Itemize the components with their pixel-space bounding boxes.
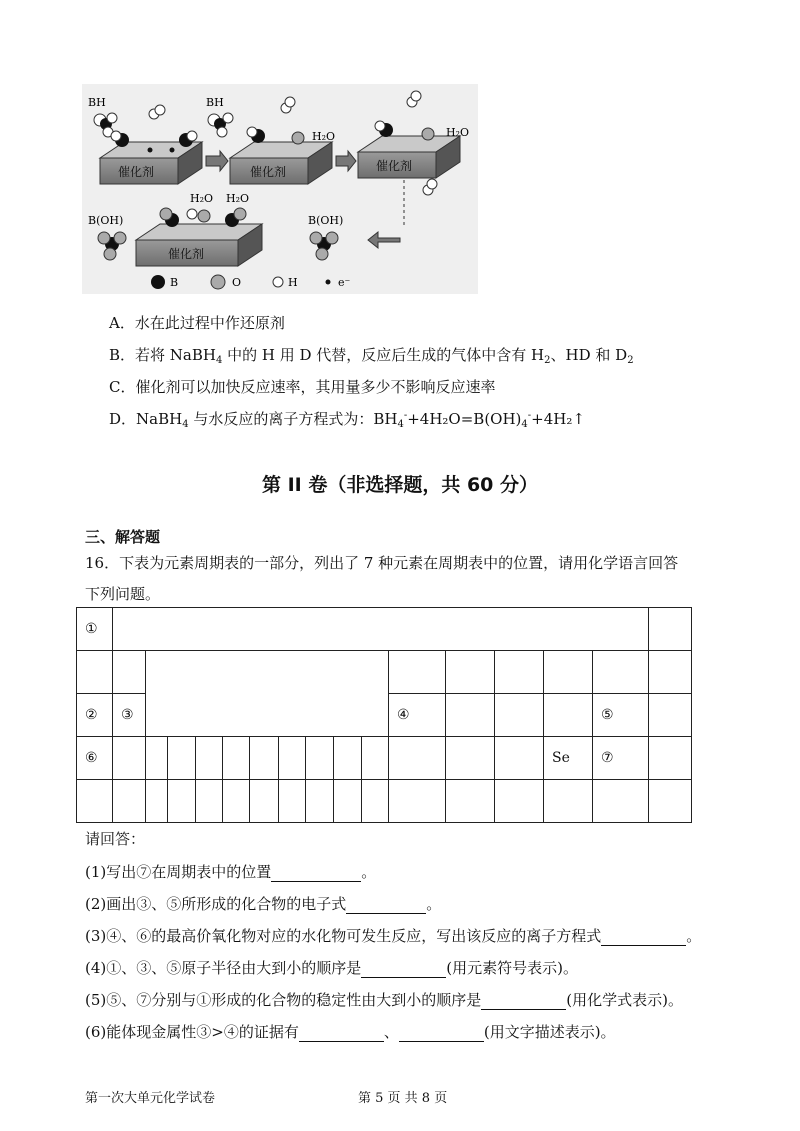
- catalyst-label-3: 催化剂: [376, 159, 413, 173]
- boh4-label-right: B(OH): [308, 214, 344, 227]
- diagram-legend: [151, 275, 351, 289]
- cell-element-5: ⑤: [593, 694, 649, 737]
- answer-blank[interactable]: [271, 863, 361, 882]
- cell-element-4: ④: [389, 694, 446, 737]
- cell-selenium: Se: [544, 737, 593, 780]
- option-a: A．水在此过程中作还原剂: [109, 314, 285, 332]
- table-row: [77, 651, 692, 694]
- periodic-table: [76, 607, 692, 823]
- catalyst-block-4: [136, 224, 262, 266]
- adsorbed-molecules-4: [160, 192, 249, 227]
- legend-b: B: [170, 276, 179, 289]
- table-row: [77, 737, 692, 780]
- arrow-left: [368, 232, 400, 248]
- question-16-line-2: 下列问题。: [85, 585, 161, 603]
- bh4-label-left: BH: [88, 96, 106, 109]
- sub-question-1: (1)写出⑦在周期表中的位置 。: [85, 863, 377, 881]
- h2o-label-2: H₂O: [446, 126, 470, 139]
- cell-element-3: ③: [113, 694, 146, 737]
- cell-element-1: ①: [77, 608, 113, 651]
- sub-question-4: (4)①、③、⑤原子半径由大到小的顺序是 (用元素符号表示)。: [85, 959, 578, 977]
- sub-question-2: (2)画出③、⑤所形成的化合物的电子式 。: [85, 895, 442, 913]
- legend-e: e⁻: [338, 276, 351, 289]
- adsorbed-molecules-2: [247, 97, 335, 144]
- catalyst-label-1: 催化剂: [118, 165, 155, 179]
- sub-question-5: (5)⑤、⑦分别与①形成的化合物的稳定性由大到小的顺序是 (用化学式表示)。: [85, 991, 683, 1009]
- bh4-label-right: BH: [206, 96, 224, 109]
- legend-h: H: [288, 276, 298, 289]
- answer-blank[interactable]: [361, 959, 446, 978]
- option-b: B．若将 NaBH$_4$ 中的 H 用 D 代替，反应后生成的气体中含有 $H_2$、HD 和 $D_2$: [109, 346, 634, 366]
- footer-title: 第一次大单元化学试卷: [85, 1091, 216, 1106]
- cell-element-7: ⑦: [593, 737, 649, 780]
- boh4-molecule-left: [88, 214, 126, 260]
- answer-blank[interactable]: [601, 927, 686, 946]
- catalyst-label-4: 催化剂: [168, 247, 205, 261]
- mechanism-svg: [82, 84, 478, 294]
- answer-blank[interactable]: [346, 895, 426, 914]
- arrow-right-2: [336, 151, 356, 171]
- section-heading: 三、解答题: [85, 528, 161, 546]
- answer-blank[interactable]: [399, 1023, 484, 1042]
- cell-element-6: ⑥: [77, 737, 113, 780]
- question-16-line-1: 16．下表为元素周期表的一部分，列出了 7 种元素在周期表中的位置，请用化学语言回答: [85, 554, 679, 572]
- option-c: C．催化剂可以加快反应速率，其用量多少不影响反应速率: [109, 378, 496, 396]
- legend-o: O: [232, 276, 242, 289]
- bh4-molecule-right: [206, 96, 233, 137]
- table-row: [77, 608, 692, 651]
- boh4-label-left: B(OH): [88, 214, 124, 227]
- h2o-label-3: H₂O: [190, 192, 214, 205]
- answer-prompt: 请回答：: [85, 830, 146, 848]
- answer-blank[interactable]: [299, 1023, 384, 1042]
- h2o-label-1: H₂O: [312, 130, 336, 143]
- answer-blank[interactable]: [481, 991, 566, 1010]
- reaction-mechanism-diagram: [82, 84, 478, 294]
- catalyst-block-3: [358, 136, 460, 178]
- option-d: D．NaBH$_4$ 与水反应的离子方程式为：$BH_4^-+4H_2O=B(OH)_4^-+4H_2↑$: [109, 410, 585, 430]
- bh4-molecule-left: [88, 96, 117, 137]
- catalyst-block-2: [230, 142, 332, 184]
- sub-question-6: (6)能体现金属性③>④的证据有 、 (用文字描述表示)。: [85, 1023, 616, 1041]
- catalyst-label-2: 催化剂: [250, 165, 287, 179]
- arrow-right-1: [206, 151, 228, 171]
- page-number: 第 5 页 共 8 页: [358, 1091, 448, 1106]
- sub-question-3: (3)④、⑥的最高价氧化物对应的水化物可发生反应，写出该反应的离子方程式 。: [85, 927, 702, 945]
- table-row: [77, 780, 692, 823]
- cell-element-2: ②: [77, 694, 113, 737]
- boh4-molecule-right: [308, 214, 343, 260]
- section-title: 第 II 卷（非选择题，共 60 分）: [261, 474, 539, 496]
- h2o-label-4: H₂O: [226, 192, 250, 205]
